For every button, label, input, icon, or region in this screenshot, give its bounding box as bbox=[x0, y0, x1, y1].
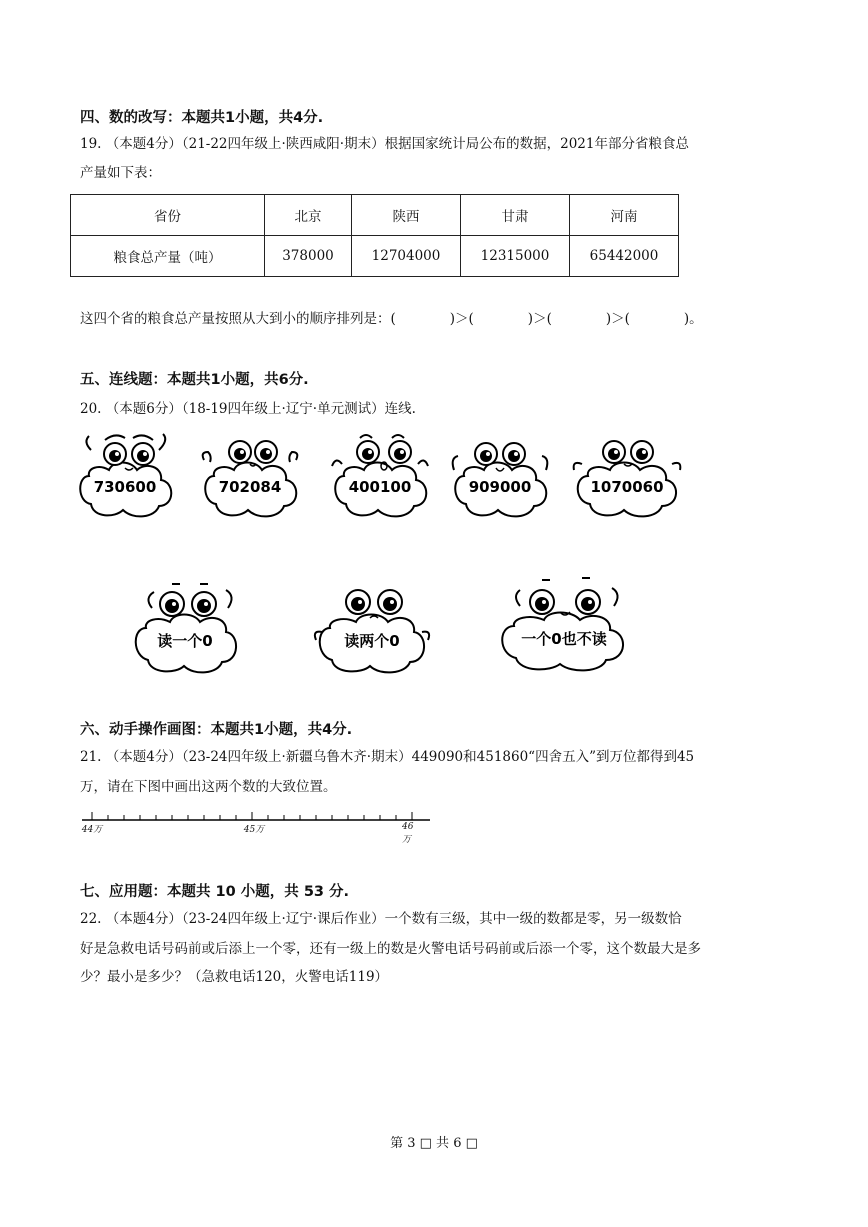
cloud-character-icon bbox=[572, 430, 682, 518]
q22-text-line3: 少？最小是多少？（急救电话120，火警电话119） bbox=[80, 969, 389, 985]
axis-label-45wan: 45万 bbox=[243, 825, 265, 835]
q22-text-line2: 好是急救电话号码前或后添上一个零，还有一级上的数是火警电话号码前或后添一个零，这个数最大是多 bbox=[80, 941, 701, 957]
table-cell: 陕西 bbox=[352, 195, 461, 236]
q21-text-line2: 万，请在下图中画出这两个数的大致位置。 bbox=[80, 779, 337, 795]
reading-cloud-1[interactable] bbox=[130, 578, 240, 674]
number-cloud-4[interactable] bbox=[450, 430, 550, 518]
cloud-number: 730600 bbox=[93, 478, 157, 496]
table-cell: 粮食总产量（吨） bbox=[71, 236, 265, 277]
number-line[interactable] bbox=[81, 808, 432, 845]
q19-text-line1: 19. （本题4分）（21-22四年级上·陕西咸阳·期末）根据国家统计局公布的数据，2021年部分省粮食总 bbox=[80, 136, 689, 152]
cloud-reading-label: 读一个0 bbox=[157, 632, 213, 650]
number-cloud-5[interactable] bbox=[572, 430, 682, 518]
axis-label-44wan: 44万 bbox=[81, 825, 103, 835]
reading-cloud-2[interactable] bbox=[312, 578, 432, 674]
section-7-heading: 七、应用题：本题共 10 小题，共 53 分. bbox=[80, 884, 350, 900]
section-5-heading: 五、连线题：本题共1小题，共6分. bbox=[80, 372, 309, 388]
cloud-character-icon bbox=[330, 430, 430, 518]
q19-answer-line: 这四个省的粮食总产量按照从大到小的顺序排列是：( )＞( )＞( )＞( )。 bbox=[80, 311, 703, 327]
table-cell: 甘肃 bbox=[461, 195, 570, 236]
table-cell: 河南 bbox=[570, 195, 679, 236]
cloud-character-icon bbox=[450, 430, 550, 518]
table-cell: 12704000 bbox=[352, 236, 461, 277]
cloud-number: 1070060 bbox=[590, 478, 664, 496]
cloud-number: 702084 bbox=[218, 478, 282, 496]
cloud-reading-label: 读两个0 bbox=[344, 632, 400, 650]
section-4-heading: 四、数的改写：本题共1小题，共4分. bbox=[80, 110, 324, 126]
table-cell: 65442000 bbox=[570, 236, 679, 277]
cloud-character-icon bbox=[200, 430, 300, 518]
table-cell: 省份 bbox=[71, 195, 265, 236]
number-cloud-1[interactable] bbox=[75, 430, 175, 518]
cloud-character-icon bbox=[75, 430, 175, 518]
table-header-row bbox=[71, 195, 679, 236]
table-cell: 378000 bbox=[265, 236, 352, 277]
axis-label-46wan: 46万 bbox=[402, 822, 414, 845]
cloud-character-icon bbox=[494, 572, 634, 672]
reading-cloud-3[interactable] bbox=[494, 572, 634, 672]
table-cell: 北京 bbox=[265, 195, 352, 236]
q20-text: 20. （本题6分）（18-19四年级上·辽宁·单元测试）连线. bbox=[80, 401, 416, 417]
q22-text-line1: 22. （本题4分）（23-24四年级上·辽宁·课后作业）一个数有三级，其中一级的数都是零，另一级数恰 bbox=[80, 911, 682, 927]
q19-text-line2: 产量如下表： bbox=[80, 165, 161, 181]
section-6-heading: 六、动手操作画图：本题共1小题，共4分. bbox=[80, 722, 353, 738]
table-row bbox=[71, 236, 679, 277]
grain-output-table bbox=[70, 194, 679, 277]
page-footer: 第 3 □ 共 6 □ bbox=[390, 1136, 478, 1151]
cloud-reading-label: 一个0也不读 bbox=[521, 630, 607, 648]
table-cell: 12315000 bbox=[461, 236, 570, 277]
q21-text-line1: 21. （本题4分）（23-24四年级上·新疆乌鲁木齐·期末）449090和451860“四舍五入”到万位都得到45 bbox=[80, 749, 695, 765]
cloud-number: 909000 bbox=[468, 478, 532, 496]
cloud-number: 400100 bbox=[348, 478, 412, 496]
cloud-character-icon bbox=[312, 578, 432, 674]
number-cloud-3[interactable] bbox=[330, 430, 430, 518]
number-cloud-2[interactable] bbox=[200, 430, 300, 518]
cloud-character-icon bbox=[130, 578, 240, 674]
